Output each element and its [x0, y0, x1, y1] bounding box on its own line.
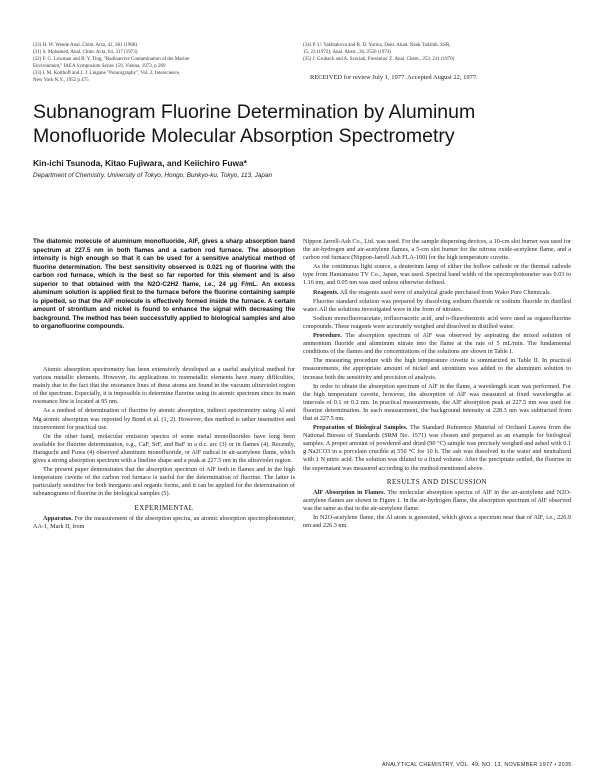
- journal-footer: ANALYTICAL CHEMISTRY, VOL. 49, NO. 13, NOVEMBER 1977 • 2035: [382, 762, 572, 768]
- authors: Kin-ichi Tsunoda, Kitao Fujiwara, and Keiichiro Fuwa*: [33, 158, 247, 168]
- title-line: Subnanogram Fluorine Determination by Aluminum: [33, 101, 476, 123]
- procedure-paragraph: [303, 332, 571, 356]
- body-paragraph: Atomic absorption spectrometry has been extensively developed as a useful analytical method for various metallic elements. However, its applications to nonmetallic elements have many difficulties, mainly due to the fact that the resonance lines of these atoms are found in the vacuum ultraviolet region of the spectrum. Especially, it is impossible to determine fluorine using its atomic spectrum since its main resonance line is located at 95 nm.: [33, 366, 295, 406]
- reference-line: (34) P. U. Yakhtakova and R. D. Yurina, Dokl. Akad. Nauk Tadzhik. SSR,: [303, 43, 451, 48]
- reference-line: (31) S. Mohamed, Anal. Chim. Acta, 64, 317 (1973): [33, 50, 138, 55]
- body-paragraph: Nippon Jarrell-Ash Co., Ltd. was used. For the sample dispersing devices, a 10-cm slot burner was used for the air-hydrogen and air-acetylene flames, a 5-cm slot burner for the nitrous oxide-acetylene flame, and a carbon rod furnace (Nippon-Jarrell Ash FLA-100) for the high temperature cuvette.: [303, 238, 571, 262]
- reference-line: 15, 23 (1972); Anal. Abstr., 26, 2556 (1974): [303, 50, 392, 55]
- body-paragraph: On the other hand, molecular emission spectra of some metal monofluorides have long been available for fluorine determination, e.g., CaF, SrF, and BaF in a d.c. arc (3) or in flames (4). Recently, Haraguchi and Fuwa (4) observed aluminum monofluoride, or AlF radical in air-acetylene flame, which gives a strong absorption spectrum with a lineline shape and a peak at 227.5 nm in the ultraviolet region.: [33, 432, 295, 465]
- body-paragraph: Sodium monofluoroacetate, trifluoroacetic acid, and o-fluorobenzoic acid were used as organofluorine compounds. These reagents were accurately weighed and dissolved in distilled water.: [303, 314, 571, 330]
- run-in-heading: Reagents.: [313, 288, 339, 296]
- body-paragraph: The measuring procedure with the high temperature cuvette is summarized in Table II. In practical measurements, the appropriate amount of nickel and strontium was added to the aluminum solution to increase both the sensitivity and precision of analysis.: [303, 357, 571, 381]
- body-paragraph: In order to obtain the absorption spectrum of AlF in the flame, a wavelength scan was performed. For the high temperature cuvette, however, the absorption of AlF was measured at fixed wavelengths at intervals of 0.1 or 0.2 nm. In practical measurements, the AlF absorption peak at 227.5 nm was used for fluorine determination. In each measurement, the background intensity at 228.3 nm was subtracted from that at 227.5 nm.: [303, 382, 571, 422]
- body-paragraph: In N2O-acetylene flame, the Al atom is generated, which gives a spectrum near that of AlF, i.e., 226.9 nm and 226.3 nm.: [303, 514, 571, 530]
- reference-line: Environment," IAEA Symposium Series 159, Vienna, 1973, p 269: [33, 64, 166, 69]
- paper-title: [33, 100, 573, 148]
- paragraph-text: The molecular absorption spectra of AlF in the air-acetylene and N2O-acetylene flames are shown in Figure 1. In the air-hydrogen flame, the absorption spectrum of AlF observed was the same as that in the air-acetylene flame.: [303, 488, 571, 512]
- right-column: [303, 238, 571, 531]
- references-right: [303, 42, 454, 63]
- reference-line: (35) J. Grubach and A. Scoriati, Fresenius' Z. Anal. Chem., 253, 211 (1970): [303, 57, 455, 62]
- references-left: [33, 42, 189, 84]
- run-in-heading: Preparation of Biological Samples.: [313, 424, 408, 432]
- title-line: Monofluoride Molecular Absorption Spectrometry: [33, 125, 455, 147]
- biological-paragraph: [303, 424, 571, 473]
- body-paragraph: Fluorine standard solution was prepared by dissolving sodium fluoride or sodium fluoride in distilled water. All the solutions investigated were in the form of nitrates.: [303, 297, 571, 313]
- paragraph-text: For the measurement of the absorption spectra, an atomic absorption spectrophotometer, AA-1, Mark II, from: [33, 514, 295, 530]
- paragraph-text: The Standard Reference Material of Orchard Leaves from the National Bureau of Standards (SRM No. 1571) was chosen and prepared as an example for biological samples. A proper amount of powdered and dried (90 °C) sample was precisely weighed and ashed with 0.1 g Na2CO3 in a porcelain crucible at 550 °C for 10 h. The ash was dissolved in the water and neutralized with 1 N nitric acid. The solution was diluted to a fixed volume. After the precipitate settled, the fluorine in the supernatant was measured according to the method mentioned above.: [303, 424, 571, 472]
- reagents-paragraph: [303, 289, 571, 297]
- paragraph-text: All the reagents used were of analytical grade purchased from Wako Pure Chemicals.: [338, 288, 552, 296]
- left-column: [33, 366, 295, 532]
- reference-line: (32) F. G. Lowman and R. Y. Ting, "Radioactive Contamination of the Marine: [33, 57, 190, 62]
- body-paragraph: The present paper demonstrates that the absorption spectrum of AlF both in flames and in the high temperature cuvette of the carbon rod furnace is useful for the determination of fluorine. The latter is particularly sensitive for both inorganic and organic forms, and it can be applied for the determination of subnanograms of fluorine in the biological samples (5).: [33, 466, 295, 498]
- affiliation: Department of Chemistry, University of Tokyo, Hongo, Bunkyo-ku, Tokyo, 113, Japan: [33, 172, 273, 179]
- body-paragraph: As the continuous light source, a deuterium lamp of either the hollow cathode or the thermal cathode type from Hamamatsu TV Co., Japan, was used. Spectral band width of the spectrophotometer was 0.03 to 1.16 nm, and 0.05 nm was used unless otherwise defined.: [303, 263, 571, 287]
- paragraph-text: The absorption spectrum of AlF was observed by aspirating the mixed solution of ammonium fluoride and aluminum nitrate into the flame at the rate of 5 mL/min. The fundamental conditions of the flames and the concentrations of the solutions are shown in Table I.: [303, 332, 571, 356]
- run-in-heading: Procedure.: [313, 332, 342, 340]
- run-in-heading: AlF Absorption in Flames.: [313, 488, 386, 496]
- alf-paragraph: [303, 489, 571, 513]
- section-heading-results: RESULTS AND DISCUSSION: [386, 477, 488, 486]
- body-paragraph: As a method of determination of fluorine by atomic absorption, indirect spectrometry using Al and Mg atomic absorption was reported by Bond et al. (1, 2). However, this method is rather insensitive and inconvenient for practical use.: [33, 407, 295, 431]
- abstract: The diatomic molecule of aluminum monofluoride, AlF, gives a sharp absorption band spectrum at 227.5 nm in both flames and a carbon rod furnace. The absorption intensity is high enough so that it can be used for a sensitive analytical method of fluorine determination. The best sensitivity observed is 0.021 ng of fluorine with the carbon rod furnace, which is the best so far reported for this element and is also superior to that obtained with the N2O-C2H2 flame, i.e., 24 µg F/mL. An excess aluminum solution is applied first to the furnace before the fluorine containing sample is pipetted, so that the AlF molecule is effectively formed inside the furnace. A certain amount of strontium and nickel is found to enhance the signal with decreasing the background. The method has been successfully applied to biological samples and also to organofluorine compounds.: [33, 238, 295, 331]
- reference-line: New York N.Y., 1952 p 475: [33, 78, 89, 83]
- received-date: RECEIVED for review July 1, 1977. Accepted August 22, 1977.: [310, 74, 478, 81]
- section-heading-experimental: EXPERIMENTAL: [134, 503, 194, 512]
- run-in-heading: Apparatus.: [43, 514, 73, 522]
- reference-line: (33) H. W. Wende Anal. Chim. Acta, 42, 381 (1968): [33, 43, 138, 48]
- apparatus-paragraph: [33, 515, 295, 531]
- reference-line: (33) I. M. Kolthoff and J. J. Lingane "Polarography", Vol. 2, Interscience,: [33, 71, 181, 76]
